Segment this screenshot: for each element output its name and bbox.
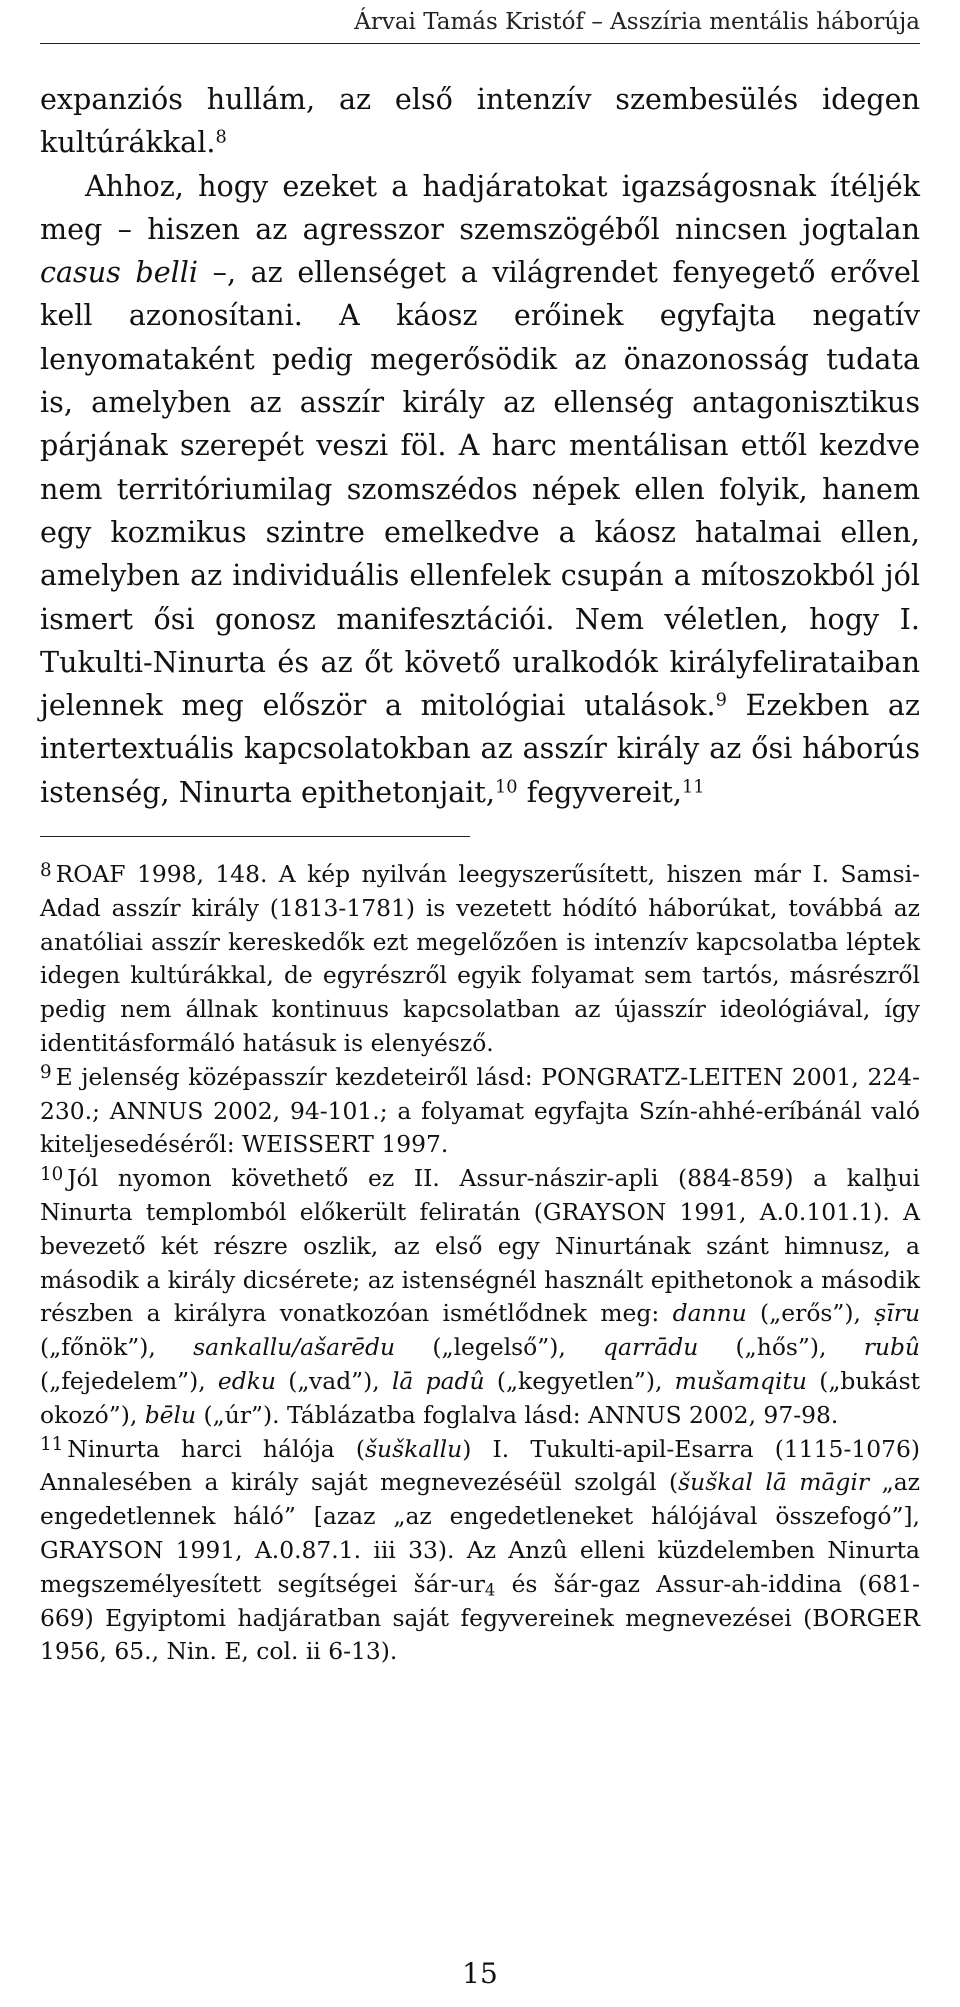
running-header: Árvai Tamás Kristóf – Asszíria mentális háborúja xyxy=(354,9,920,35)
header-rule xyxy=(40,43,920,44)
paragraph-2-part-b: –, az ellenséget a világrendet fenyegető erővel kell azonosítani. A káosz erőinek egyfajta negatív lenyomataként pedig megerősödik az önazonosság tudata is, amelyben az asszír király az ellenség antagonisztikus párjának szerepét veszi föl. A harc mentálisan ettől kezdve nem territóriumilag szomszédos népek ellen folyik, hanem egy kozmikus szintre emelkedve a káosz hatalmai ellen, amelyben az individuális ellenfelek csupán a mítoszokból jól ismert ősi gonosz manifesztációi. Nem véletlen, hogy I. Tukulti-Ninurta és az őt követő uralkodók királyfelirataiban jelennek meg először a mitológiai utalások. xyxy=(40,255,921,723)
footnote-8-text: ROAF 1998, 148. A kép nyilván leegyszerűsített, hiszen már I. Samsi-Adad asszír király (1813-1781) is vezetett hódító háborúkat, továbbá az anatóliai asszír kereskedők ezt megelőzően is intenzív kapcsolatba léptek idegen kultúrákkal, de egyrészről egyik folyamat sem tartós, másrészről pedig nem állnak kontinuus kapcsolatban az újasszír ideológiával, így identitásformáló hatásuk is elenyésző. xyxy=(40,860,920,1057)
footnote-8-number: 8 xyxy=(40,859,52,881)
page-number: 15 xyxy=(462,1957,498,1990)
gloss-6: („vad”), xyxy=(275,1366,392,1395)
footnote-ref-9[interactable]: 9 xyxy=(715,690,727,711)
footnote-11-text-a: Ninurta harci hálója ( xyxy=(67,1434,365,1463)
footnote-9-number: 9 xyxy=(40,1062,52,1084)
gloss-9: („úr”). Táblázatba foglalva lásd: ANNUS 2002, 97-98. xyxy=(196,1400,839,1429)
footnote-11-number: 11 xyxy=(40,1434,64,1456)
term-rubu: rubû xyxy=(863,1333,920,1362)
footnote-ref-10[interactable]: 10 xyxy=(494,777,518,797)
gloss-8: („bukást okozó”), xyxy=(40,1366,920,1429)
gloss-3: („legelső”), xyxy=(395,1333,604,1362)
term-siru: ṣīru xyxy=(874,1299,921,1328)
subscript-4: 4 xyxy=(484,1580,496,1599)
term-qarradu: qarrādu xyxy=(603,1333,699,1362)
footnote-11-text-d: és šár-gaz Assur-ah-iddina (681-669) Egyiptomi hadjáratban saját fegyvereinek megnevezései (BORGER 1956, 65., Nin. E, col. ii 6-13). xyxy=(40,1569,921,1666)
gloss-2: („főnök”), xyxy=(40,1333,194,1362)
footnotes xyxy=(40,858,920,1669)
term-suskal-la-magir: šuškal lā māgir xyxy=(678,1468,870,1497)
footnote-11-text-c: „az engedetlennek háló” [azaz „az engedetleneket hálójával összefogó”], GRAYSON 1991, A.0.87.1. iii 33). Az Anzû elleni küzdelemben Ninurta megszemélyesített segítségei šár-ur xyxy=(40,1468,921,1598)
paragraph-2-part-a: Ahhoz, hogy ezeket a hadjáratokat igazságosnak ítéljék meg – hiszen az agresszor szemszögéből nincsen jogtalan xyxy=(40,168,920,246)
gloss-7: („kegyetlen”), xyxy=(484,1366,675,1395)
paragraph-2-part-d: fegyvereit, xyxy=(517,774,682,809)
footnote-separator xyxy=(40,836,470,837)
term-edku: edku xyxy=(217,1366,276,1395)
footnote-ref-8[interactable]: 8 xyxy=(215,127,227,148)
footnote-9-text: E jelenség középasszír kezdeteiről lásd: PONGRATZ-LEITEN 2001, 224-230.; ANNUS 2002, 94-101.; a folyamat egyfajta Szín-ahhé-eríbánál való kiteljesedéséről: WEISSERT 1997. xyxy=(40,1062,920,1159)
footnote-11 xyxy=(40,1433,920,1670)
footnote-10 xyxy=(40,1162,920,1432)
paragraph-1-text: expanziós hullám, az első intenzív szembesülés idegen kultúrákkal. xyxy=(40,82,920,160)
footnote-10-number: 10 xyxy=(40,1163,64,1185)
footnote-10-text-a: Jól nyomon követhető ez II. Assur-nászir-apli (884-859) a kalḫui Ninurta templomból előkerült feliratán (GRAYSON 1991, A.0.101.1). A bevezető két részre oszlik, az első egy Ninurtának szánt himnusz, a második a király dicsérete; az istenségnél használt epithetonok a második részben a királyra vonatkozóan ismétlődnek meg: xyxy=(40,1164,920,1328)
term-suskallu: šuškallu xyxy=(365,1434,463,1463)
gloss-1: („erős”), xyxy=(746,1299,875,1328)
term-la-padu: lā padû xyxy=(391,1366,485,1395)
footnote-ref-11[interactable]: 11 xyxy=(681,777,705,797)
term-belu: bēlu xyxy=(144,1400,197,1429)
paragraph-2-part-c: Ezekben az intertextuális kapcsolatokban az asszír király az ősi háborús istenség, Ninurta epithetonjait, xyxy=(40,688,920,809)
casus-belli-term: casus belli xyxy=(40,255,199,290)
footnote-11-text-b: ) I. Tukulti-apil-Esarra (1115-1076) Annalesében a király saját megnevezéséül szolgál ( xyxy=(40,1434,920,1497)
term-sankallu: sankallu/ašarēdu xyxy=(193,1333,396,1362)
main-text xyxy=(40,78,920,814)
footnote-8 xyxy=(40,858,920,1061)
paragraph-1 xyxy=(40,78,920,165)
term-musamqitu: mušamqitu xyxy=(674,1366,807,1395)
gloss-4: („hős”), xyxy=(698,1333,864,1362)
footnote-9 xyxy=(40,1061,920,1162)
gloss-5: („fejedelem”), xyxy=(40,1366,218,1395)
term-dannu: dannu xyxy=(672,1299,747,1328)
paragraph-2 xyxy=(40,165,920,814)
